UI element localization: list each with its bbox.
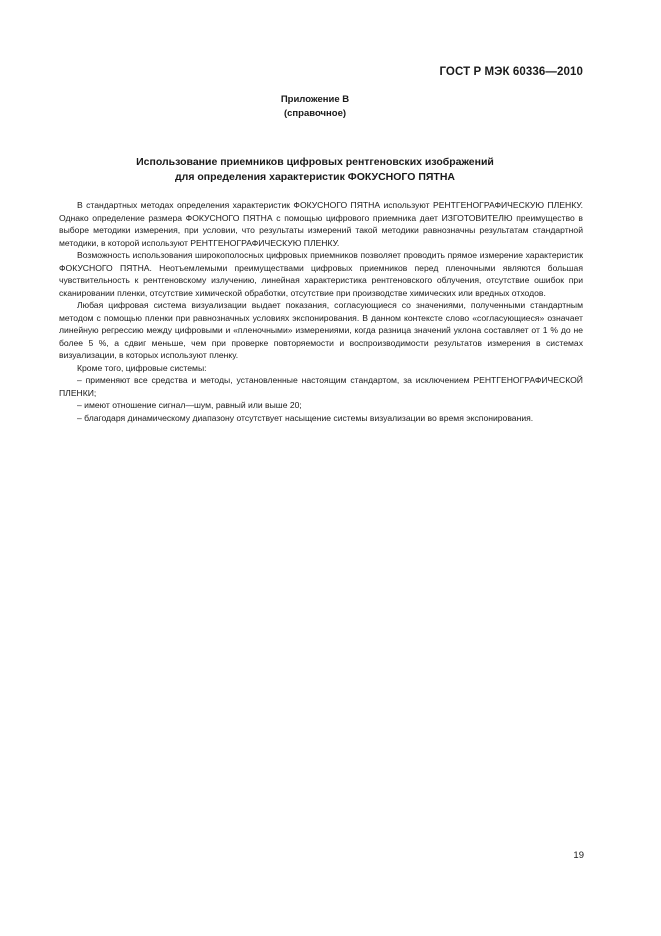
document-code: ГОСТ Р МЭК 60336—2010 [439, 66, 583, 78]
appendix-note: (справочное) [283, 108, 347, 119]
paragraph: Возможность использования широкополосных цифровых приемников позволяет проводить прямое измерение характеристик ФОКУСНОГО ПЯТНА. Неотъемлемыми преимуществами цифровых приемников перед пленочными являются большая чувствительность к рентгеновскому излучению, линейная характеристика рентгеновского облучения, отсутствие ошибок при сканировании пленки, отсутствие химической обработки, отсутствие при производстве химических или вредных отходов. [59, 250, 583, 298]
list-item: – имеют отношение сигнал—шум, равный или выше 20; [77, 400, 302, 410]
section-title [0, 155, 630, 185]
page-number: 19 [573, 850, 584, 861]
list-item: – благодаря динамическому диапазону отсутствует насыщение системы визуализации во время экспонирования. [77, 412, 534, 423]
paragraph: В стандартных методах определения характеристик ФОКУСНОГО ПЯТНА используют РЕНТГЕНОГРАФИЧЕСКУЮ ПЛЕНКУ. Однако определение размера ФОКУСНОГО ПЯТНА с помощью цифрового приемника дает ИЗГОТОВИТЕЛЮ преимущество в выборе методики измерения, при условии, что результаты измерений такой методики равнозначны результатам стандартной методики, в которой используют РЕНТГЕНОГРАФИЧЕСКУЮ ПЛЕНКУ. [59, 200, 583, 248]
list-item: – применяют все средства и методы, установленные настоящим стандартом, за исключением РЕНТГЕНОГРАФИЧЕСКОЙ ПЛЕНКИ; [59, 375, 583, 398]
appendix-label: Приложение В [280, 94, 350, 105]
body-text [59, 199, 583, 424]
section-title-line-2: для определения характеристик ФОКУСНОГО ПЯТНА [175, 171, 455, 183]
paragraph: Кроме того, цифровые системы: [77, 362, 207, 373]
appendix-heading [0, 93, 630, 121]
section-title-line-1: Использование приемников цифровых рентгеновских изображений [136, 156, 494, 168]
paragraph: Любая цифровая система визуализации выдает показания, согласующиеся со значениями, полученными стандартным методом с помощью пленки при равнозначных условиях экспонирования. В данном контексте слово «согласующиеся» означает линейную регрессию между цифровыми и «пленочными» измерениями, когда разница значений уклона составляет от 1 % до не более 5 %, а сдвиг меньше, чем при проверке повторяемости и воспроизводимости результатов измерения в системах визуализации, в которых используют пленку. [59, 300, 583, 360]
